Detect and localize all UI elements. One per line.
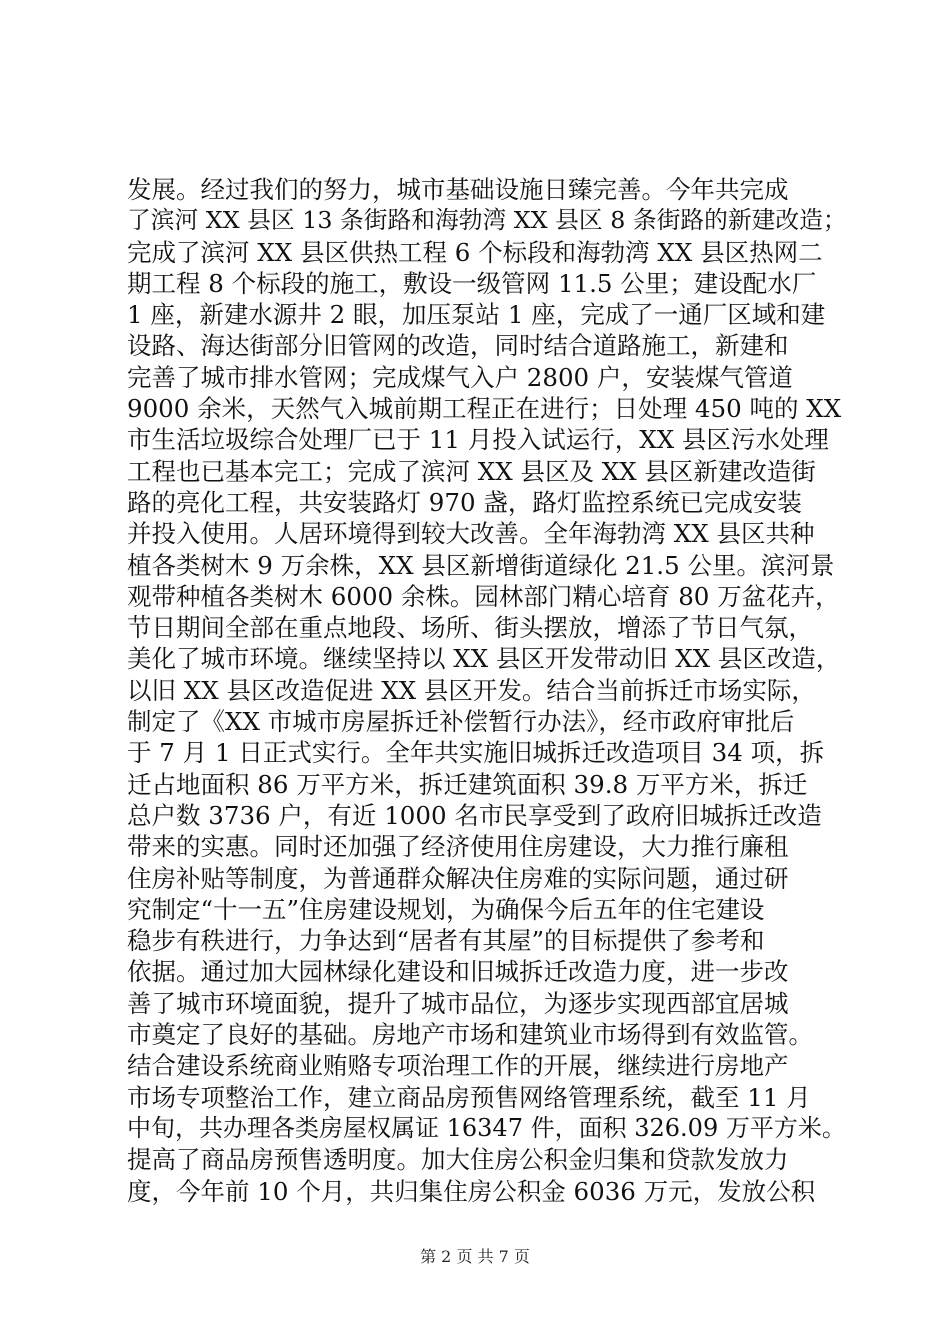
text-line: 市生活垃圾综合处理厂已于 11 月投入试运行，XX 县区污水处理 — [127, 425, 829, 455]
text-line: 节日期间全部在重点地段、场所、街头摆放，增添了节日气氛， — [127, 613, 813, 643]
text-line: 了滨河 XX 县区 13 条街路和海勃湾 XX 县区 8 条街路的新建改造； — [127, 206, 847, 235]
text-line: 发展。经过我们的努力，城市基础设施日臻完善。今年共完成 — [127, 175, 789, 204]
body-text — [127, 174, 847, 1207]
text-line: 稳步有秩进行，力争达到“居者有其屋”的目标提供了参考和 — [127, 926, 765, 956]
text-line: 总户数 3736 户，有近 1000 名市民享受到了政府旧城拆迁改造 — [127, 800, 822, 830]
text-line: 9000 余米，天然气入城前期工程正在进行；日处理 450 吨的 XX — [127, 394, 842, 424]
text-line: 究制定“十一五”住房建设规划，为确保今后五年的住宅建设 — [127, 894, 765, 924]
page-footer: 第 2 页 共 7 页 — [420, 1247, 530, 1266]
text-line: 结合建设系统商业贿赂专项治理工作的开展，继续进行房地产 — [127, 1051, 789, 1081]
text-line: 度，今年前 10 个月，共归集住房公积金 6036 万元，发放公积 — [127, 1176, 816, 1206]
text-line: 制定了《XX 市城市房屋拆迁补偿暂行办法》，经市政府审批后 — [127, 707, 795, 737]
text-line: 期工程 8 个标段的施工，敷设一级管网 11.5 公里；建设配水厂 — [127, 268, 817, 298]
text-line: 于 7 月 1 日正式实行。全年共实施旧城拆迁改造项目 34 项，拆 — [127, 738, 825, 768]
text-line: 设路、海达街部分旧管网的改造，同时结合道路施工，新建和 — [127, 331, 789, 361]
text-line: 路的亮化工程，共安装路灯 970 盏，路灯监控系统已完成安装 — [127, 487, 802, 517]
text-line: 住房补贴等制度，为普通群众解决住房难的实际问题，通过研 — [127, 863, 789, 893]
text-line: 完善了城市排水管网；完成煤气入户 2800 户，安装煤气管道 — [127, 362, 793, 392]
text-line: 提高了商品房预售透明度。加大住房公积金归集和贷款发放力 — [127, 1145, 789, 1175]
text-line: 观带种植各类树木 6000 余株。园林部门精心培育 80 万盆花卉， — [127, 581, 840, 611]
text-line: 1 座，新建水源井 2 眼，加压泵站 1 座，完成了一通厂区域和建 — [127, 300, 826, 330]
text-line: 市场专项整治工作，建立商品房预售网络管理系统，截至 11 月 — [127, 1082, 811, 1112]
text-line: 市奠定了良好的基础。房地产市场和建筑业市场得到有效监管。 — [127, 1020, 813, 1050]
text-line: 完成了滨河 XX 县区供热工程 6 个标段和海勃湾 XX 县区热网二 — [127, 237, 823, 267]
text-line: 以旧 XX 县区改造促进 XX 县区开发。结合当前拆迁市场实际， — [127, 675, 816, 705]
text-line: 植各类树木 9 万余株，XX 县区新增街道绿化 21.5 公里。滨河景 — [127, 550, 835, 580]
text-line: 美化了城市环境。继续坚持以 XX 县区开发带动旧 XX 县区改造， — [127, 644, 841, 674]
text-line: 善了城市环境面貌，提升了城市品位，为逐步实现西部宜居城 — [127, 988, 789, 1018]
text-line: 中旬，共办理各类房屋权属证 16347 件，面积 326.09 万平方米。 — [127, 1113, 846, 1142]
text-line: 带来的实惠。同时还加强了经济使用住房建设，大力推行廉租 — [127, 832, 789, 862]
text-line: 并投入使用。人居环境得到较大改善。全年海勃湾 XX 县区共种 — [127, 519, 815, 549]
text-line: 迁占地面积 86 万平方米，拆迁建筑面积 39.8 万平方米，拆迁 — [127, 769, 808, 799]
text-line: 依据。通过加大园林绿化建设和旧城拆迁改造力度，进一步改 — [127, 957, 789, 987]
text-line: 工程也已基本完工；完成了滨河 XX 县区及 XX 县区新建改造街 — [127, 456, 816, 486]
